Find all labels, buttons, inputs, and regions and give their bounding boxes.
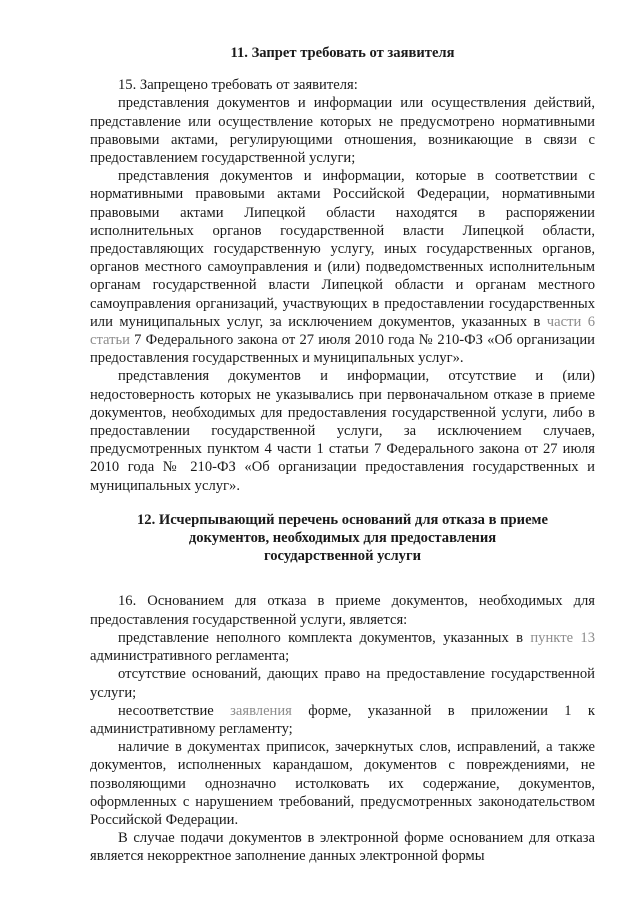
paragraph: отсутствие оснований, дающих право на предоставление государственной услуги;: [90, 666, 595, 701]
application-form-link[interactable]: заявления: [230, 702, 292, 719]
paragraph: несоответствие заявления форме, указанной в приложении 1 к административному регламенту;: [90, 702, 595, 737]
clause-reference-link[interactable]: пункте 13: [530, 629, 595, 646]
paragraph: представление неполного комплекта документов, указанных в пункте 13 административного регламента;: [90, 629, 595, 665]
paragraph: 16. Основанием для отказа в приеме документов, необходимых для предоставления государственной услуги, является:: [90, 593, 595, 628]
paragraph: 15. Запрещено требовать от заявителя:: [118, 77, 358, 94]
document-page: [90, 44, 595, 866]
paragraph: представления документов и информации, которые в соответствии с нормативными правовыми актами Российской Федерации, нормативными правовыми актами Липецкой области находятся в распоряжении исполнительных органов государственной власти Липецкой области, предоставляющих государственную услугу, иных государственных органов, органов местного самоуправления и (или) подведомственных исполнительным органам государственной власти Липецкой области и органам местного самоуправления организаций, участвующих в предоставлении государственных или муниципальных услуг, за исключением документов, указанных в части 6 статьи 7 Федерального закона от 27 июля 2010 года № 210-ФЗ «Об организации предоставления государственных и муниципальных услуг».: [90, 168, 595, 367]
paragraph: представления документов и информации, отсутствие и (или) недостоверность которых не указывались при первоначальном отказе в приеме документов, необходимых для предоставления государственной услуги, либо в предоставлении государственной услуги, за исключением случаев, предусмотренных пунктом 4 части 1 статьи 7 Федерального закона от 27 июля 2010 года № 210-ФЗ «Об организации предоставления государственных и муниципальных услуг».: [90, 368, 595, 494]
section-12-heading: 12. Исчерпывающий перечень оснований для отказа в приеме документов, необходимых для предоставления государственной услуги: [137, 511, 548, 565]
paragraph: наличие в документах приписок, зачеркнутых слов, исправлений, а также документов, исполненных карандашом, документов с повреждениями, не позволяющими однозначно истолковать их содержание, документов, оформленных с нарушением требований, предусмотренных законодательством Российской Федерации.: [90, 739, 595, 828]
paragraph: представления документов и информации или осуществления действий, представление или осуществление которых не предусмотрено нормативными правовыми актами, регулирующими отношения, возникающие в связи с предоставлением государственной услуги;: [90, 95, 595, 167]
law-reference-link[interactable]: части 6 статьи: [90, 313, 595, 349]
paragraph: В случае подачи документов в электронной форме основанием для отказа является некорректное заполнение данных электронной формы: [90, 830, 595, 865]
section-11-heading: 11. Запрет требовать от заявителя: [230, 45, 455, 61]
